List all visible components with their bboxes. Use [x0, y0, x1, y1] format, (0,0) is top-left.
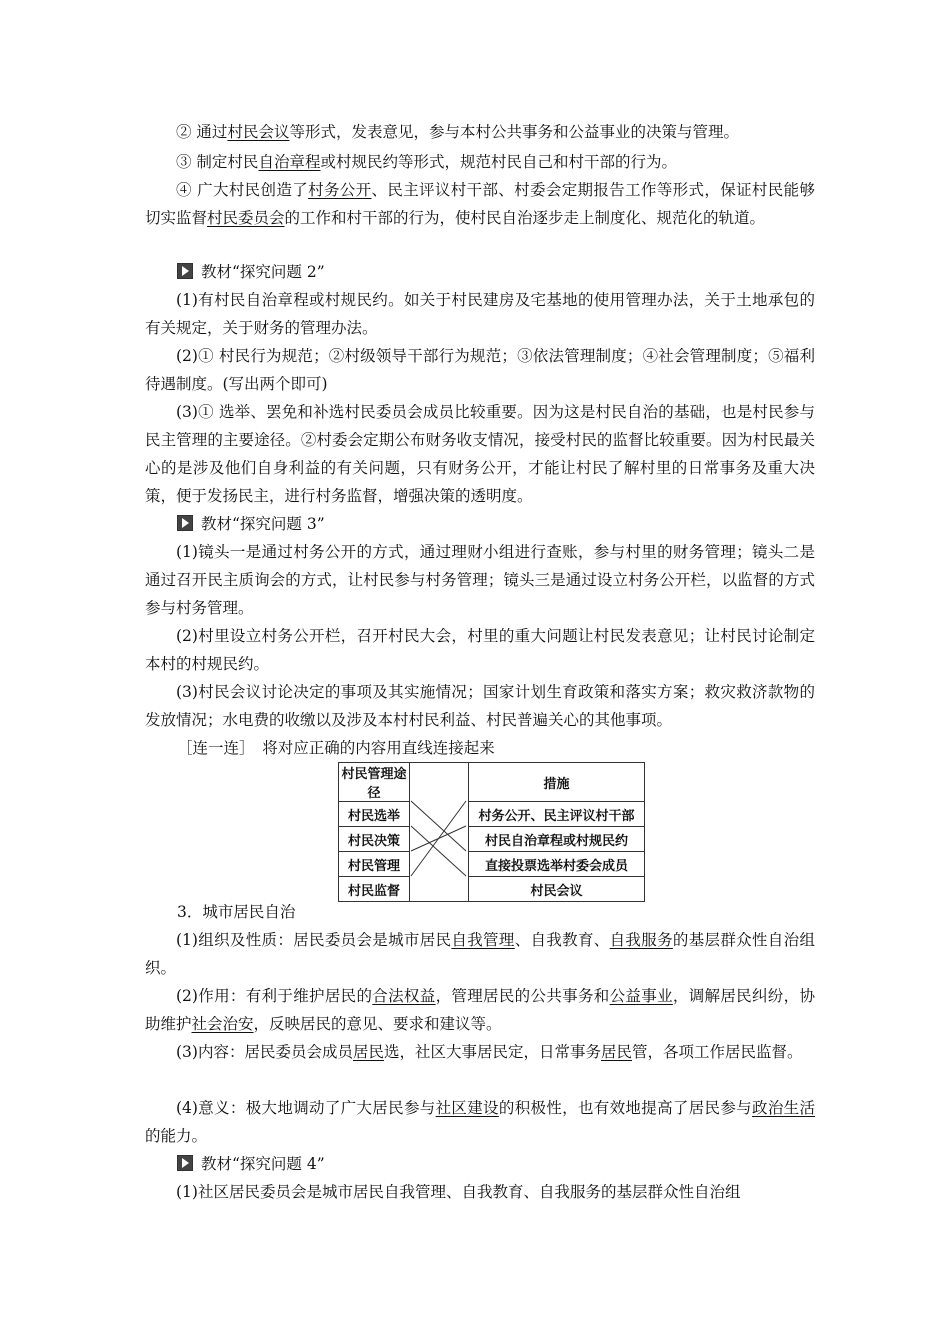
matching-gap	[410, 852, 469, 877]
answer-2-1: (1)有村民自治章程或村规民约。如关于村民建房及宅基地的使用管理办法，关于土地承包的有关规定，关于财务的管理办法。	[145, 291, 815, 337]
matching-left-item: 村民监督	[339, 877, 410, 902]
matching-right-item: 直接投票选举村委会成员	[469, 852, 645, 877]
matching-left-item: 村民选举	[339, 802, 410, 827]
answer-3-3: (3)村民会议讨论决定的事项及其实施情况；国家计划生育政策和落实方案；救灾救济款物的发放情况；水电费的收缴以及涉及本村村民利益、村民普遍关心的其他事项。	[145, 683, 815, 729]
matching-right-header: 措施	[469, 763, 645, 802]
matching-instruction: ［连一连］ 将对应正确的内容用直线连接起来	[177, 739, 495, 757]
city-item-1: (1)组织及性质：居民委员会是城市居民自我管理、自我教育、自我服务的基层群众性自治组织。	[145, 931, 815, 977]
city-item-3: (3)内容：居民委员会成员居民选，社区大事居民定，日常事务居民管，各项工作居民监督。	[176, 1043, 803, 1061]
matching-table	[338, 762, 645, 902]
play-marker-icon	[177, 263, 193, 279]
matching-gap	[410, 802, 469, 827]
paragraph-autonomy-charter: ③ 制定村民自治章程或村规民约等形式，规范村民自己和村干部的行为。	[176, 153, 677, 171]
matching-gap	[410, 763, 469, 802]
section-heading-3: 教材“探究问题 3”	[177, 510, 325, 538]
city-item-2: (2)作用：有利于维护居民的合法权益，管理居民的公共事务和公益事业，调解居民纠纷，协助维护社会治安，反映居民的意见、要求和建议等。	[145, 987, 815, 1033]
matching-gap	[410, 827, 469, 852]
matching-left-header: 村民管理途径	[339, 763, 410, 802]
matching-right-item: 村务公开、民主评议村干部	[469, 802, 645, 827]
section-heading-4: 教材“探究问题 4”	[177, 1150, 325, 1178]
answer-3-2: (2)村里设立村务公开栏，召开村民大会，村里的重大问题让村民发表意见；让村民讨论制定本村的村规民约。	[145, 627, 815, 673]
play-marker-icon	[177, 1155, 193, 1171]
matching-left-item: 村民管理	[339, 852, 410, 877]
answer-2-3: (3)① 选举、罢免和补选村民委员会成员比较重要。因为这是村民自治的基础，也是村民参与民主管理的主要途径。②村委会定期公布财务收支情况，接受村民的监督比较重要。因为村民最关心的是涉及他们自身利益的有关问题，只有财务公开，才能让村民了解村里的日常事务及重大决策，便于发扬民主，进行村务监督，增强决策的透明度。	[145, 403, 815, 505]
city-item-4: (4)意义：极大地调动了广大居民参与社区建设的积极性，也有效地提高了居民参与政治生活的能力。	[145, 1099, 815, 1145]
answer-3-1: (1)镜头一是通过村务公开的方式，通过理财小组进行查账，参与村里的财务管理；镜头二是通过召开民主质询会的方式，让村民参与村务管理；镜头三是通过设立村务公开栏，以监督的方式参与村务管理。	[145, 543, 815, 617]
matching-left-item: 村民决策	[339, 827, 410, 852]
answer-4-1: (1)社区居民委员会是城市居民自我管理、自我教育、自我服务的基层群众性自治组	[176, 1183, 741, 1201]
matching-right-item: 村民自治章程或村规民约	[469, 827, 645, 852]
section-title-city: 3．城市居民自治	[177, 903, 296, 921]
play-marker-icon	[177, 515, 193, 531]
matching-right-item: 村民会议	[469, 877, 645, 902]
answer-2-2: (2)① 村民行为规范；②村级领导干部行为规范；③依法管理制度；④社会管理制度；⑤福利待遇制度。(写出两个即可)	[145, 347, 815, 393]
paragraph-supervision: ④ 广大村民创造了村务公开、民主评议村干部、村委会定期报告工作等形式，保证村民能够切实监督村民委员会的工作和村干部的行为，使村民自治逐步走上制度化、规范化的轨道。	[145, 181, 815, 227]
section-heading-2: 教材“探究问题 2”	[177, 258, 325, 286]
matching-gap	[410, 877, 469, 902]
paragraph-village-meeting: ② 通过村民会议等形式，发表意见，参与本村公共事务和公益事业的决策与管理。	[176, 123, 739, 141]
